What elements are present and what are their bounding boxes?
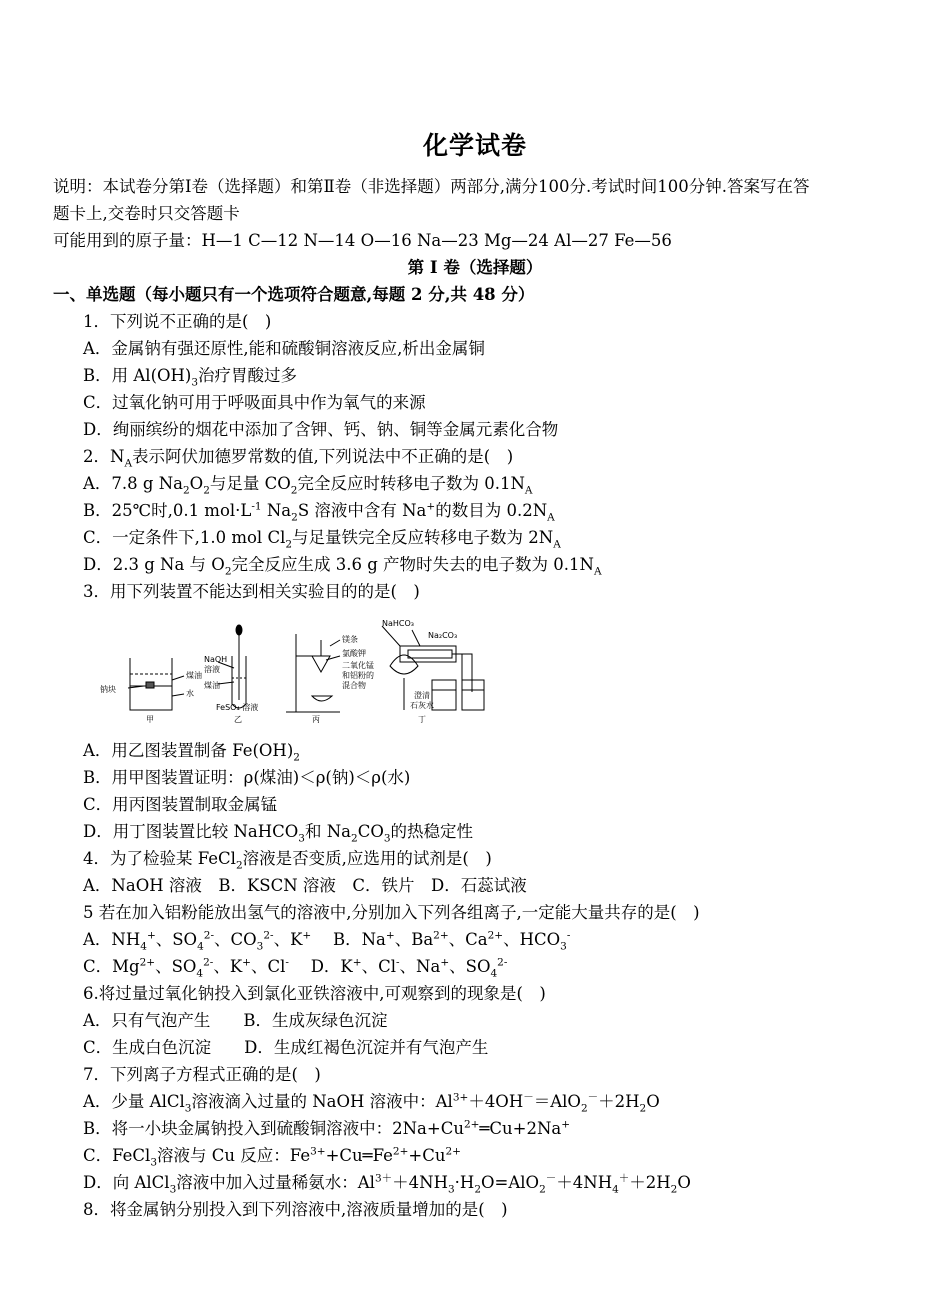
question-stem: 2．$N_A$表示阿伏加德罗常数的值,下列说法中不正确的是( ): [83, 447, 514, 470]
beaker-right: [462, 680, 484, 710]
question-stem: 7．下列离子方程式正确的是( ): [83, 1065, 321, 1084]
beaker-left: [432, 680, 456, 710]
label: FeSO₄ 溶液: [216, 703, 259, 712]
funnel: [312, 656, 330, 672]
question-stem: 3．用下列装置不能达到相关实验目的的是( ): [83, 582, 420, 601]
option-a: A．7.8 g $Na_2O_2$与足量 $CO_2$完全反应时转移电子数为 $0.1N_A$: [83, 474, 533, 497]
intro-line: 说明：本试卷分第Ⅰ卷（选择题）和第Ⅱ卷（非选择题）两部分,满分100分.考试时间100分钟.答案写在答: [53, 177, 810, 196]
label: NaHCO₃: [382, 619, 414, 628]
option-d: D．2.3 g Na 与 $O_2$完全反应生成 3.6 g 产物时失去的电子数为 $0.1N_A$: [83, 555, 602, 578]
label: 煤油: [204, 681, 220, 690]
option-d: D．绚丽缤纷的烟花中添加了含钾、钙、钠、铜等金属元素化合物: [83, 420, 559, 439]
label: 和铝粉的: [342, 671, 374, 680]
label: 镁条: [342, 635, 358, 644]
label: 氯酸钾: [342, 649, 366, 658]
options-line: A．$NH_4^+$、$SO_4^{2-}$、$CO_3^{2-}$、K+ B．Na+、$Ba^{2+}$、$Ca^{2+}$、$HCO_3^-$: [83, 929, 571, 953]
atomic-mass-line: 可能用到的原子量：H—1 C—12 N—14 O—16 Na—23 Mg—24 Al—27 Fe—56: [53, 231, 672, 250]
option-a: A．金属钠有强还原性,能和硫酸铜溶液反应,析出金属铜: [83, 339, 485, 358]
label: 石灰水: [410, 701, 434, 710]
section-title: 第 I 卷（选择题）: [407, 258, 543, 277]
options-line: C．生成白色沉淀 D．生成红褐色沉淀并有气泡产生: [83, 1038, 489, 1057]
option-a: A．用乙图装置制备 $Fe(OH)_2$: [83, 741, 300, 764]
question-stem: 8．将金属钠分别投入到下列溶液中,溶液质量增加的是( ): [83, 1200, 508, 1219]
page-title: 化学试卷: [422, 131, 527, 160]
option-d: D．向 AlCl$_3$溶液中加入过量稀氨水：$Al^{3+}+4NH_3\cdot H_2O=AlO_2^-+4NH_4^++2H_2O$: [83, 1172, 691, 1196]
label: 溶液: [204, 665, 220, 674]
caption: 丁: [418, 715, 426, 724]
options-line: A．只有气泡产生 B．生成灰绿色沉淀: [83, 1011, 388, 1030]
option-c: C．用丙图装置制取金属锰: [83, 795, 278, 814]
intro-line: 题卡上,交卷时只交答题卡: [53, 204, 240, 223]
caption: 甲: [146, 715, 154, 724]
label: 二氧化锰: [342, 661, 374, 670]
sodium-block: [146, 682, 154, 688]
label: Na₂CO₃: [428, 631, 458, 640]
option-b: B．25℃时,0.1 $mol\cdot L^{-1}$ $Na_2S$ 溶液中含有 Na+的数目为 $0.2N_A$: [83, 500, 555, 524]
label: NaOH: [204, 655, 228, 664]
label: 钠块: [100, 685, 116, 694]
question-stem: 6.将过量过氧化钠投入到氯化亚铁溶液中,可观察到的现象是( ): [83, 984, 546, 1003]
part-heading: 一、单选题（每小题只有一个选项符合题意,每题 2 分,共 48 分）: [53, 285, 535, 304]
question-stem: 5 若在加入铝粉能放出氢气的溶液中,分别加入下列各组离子,一定能大量共存的是( ): [83, 903, 700, 922]
label: 水: [186, 689, 194, 698]
options-line: A．NaOH 溶液 B．KSCN 溶液 C．铁片 D．石蕊试液: [83, 876, 527, 895]
option-b: B．用甲图装置证明：ρ(煤油)＜ρ(钠)＜ρ(水): [83, 768, 411, 787]
experiment-apparatus-figure: [100, 616, 486, 724]
option-c: C．过氧化钠可用于呼吸面具中作为氧气的来源: [83, 393, 426, 412]
option-d: D．用丁图装置比较 NaHCO$_3$和 $Na_2CO_3$的热稳定性: [83, 822, 474, 845]
question-stem: 1．下列说不正确的是( ): [83, 312, 272, 331]
option-b: B．用 $Al(OH)_3$治疗胃酸过多: [83, 366, 298, 389]
label: 混合物: [342, 681, 366, 690]
option-c: C．一定条件下,1.0 mol $Cl_2$与足量铁完全反应转移电子数为 $2N_A$: [83, 528, 561, 551]
label: 澄清: [414, 691, 430, 700]
caption: 乙: [234, 715, 242, 724]
question-stem: 4．为了检验某 FeCl$_2$溶液是否变质,应选用的试剂是( ): [83, 849, 492, 872]
option-c: C．FeCl$_3$溶液与 Cu 反应：$Fe^{3+}+Cu═Fe^{2+}+Cu^{2+}$: [83, 1145, 461, 1169]
option-b: B．将一小块金属钠投入到硫酸铜溶液中：$2Na+Cu^{2+}═Cu+2Na^+$: [83, 1118, 571, 1138]
options-line: C．$Mg^{2+}$、$SO_4^{2-}$、K+、Cl- D．K+、Cl-、Na+、$SO_4^{2-}$: [83, 956, 508, 980]
option-a: A．少量 AlCl$_3$溶液滴入过量的 NaOH 溶液中：$Al^{3+}+4OH^-=AlO_2^-+2H_2O$: [83, 1091, 660, 1115]
label: 煤油: [186, 671, 202, 680]
caption: 丙: [312, 715, 320, 724]
